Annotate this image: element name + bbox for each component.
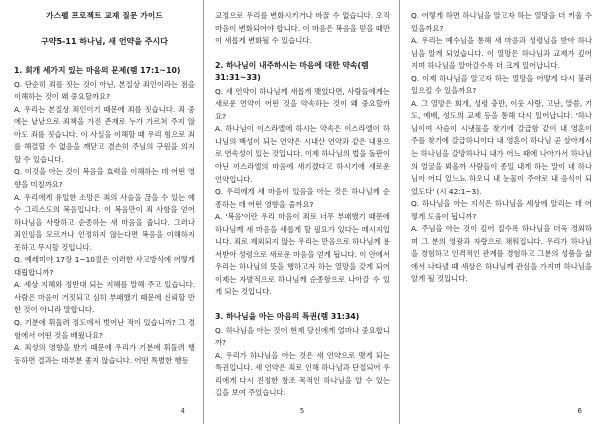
qa-paragraph: Q. 하나님을 아는 지식은 하나님을 세상에 알리는 데 어떻게 도움이 됩니까? [411, 199, 592, 221]
qa-paragraph: Q. 우리에게 새 마음이 있음을 아는 것은 하나님께 순종하는 데 어떤 영향을 줄까요? [215, 187, 390, 209]
qa-paragraph: A. 우리가 하나님을 아는 것은 새 언약으로 맺게 되는 특권입니다. 새 언약은 죄로 인해 하나님과 단절되어 우리에게 다시 진정한 창조 목적인 하나님을 알 수 있는 길을 보여 주었습니다. [215, 350, 390, 398]
qa-paragraph: Q. 새 언약이 하나님께 새롭게 맺었다면, 사람들에게는 새로운 언약이 어떤 것을 약속하는 것이 왜 중요할까요? [215, 86, 390, 121]
qa-paragraph: A. 주님을 아는 것이 깊어 질수록 하나님을 더욱 경외하며 그 분의 영광과 자랑으로 채워집니다. 우리가 하나님을 경험하고 인격적인 관계를 경험하고 그분의 성품을 삶에서 나타낼 때 세상은 하나님께 관심을 가지며 하나님을 알게 될 것입니다. [411, 224, 592, 284]
page-number: 5 [299, 407, 305, 416]
qa-paragraph: A. 우리는 예수님을 통해 새 마음과 성령님을 받아 하나님을 알게 되었습니다. 이 열망은 하나님과 교제가 깊어지며 하나님을 알아갈수록 더 크게 일어납니다. [411, 36, 592, 71]
continued-paragraph: 교정으로 우리를 변화시키거나 바꿀 수 없습니다. 오직 마음이 변화되어야 합니다. 이 마음은 복음을 믿을 때만 이 새롭게 변화될 수 있습니다. [215, 11, 390, 46]
page-4 [0, 0, 203, 424]
qa-paragraph: A. 하나님이 이스라엘에 하시는 약속은 이스라엘이 하나님의 백성이 되는 언약은 시내산 언약과 같은 내용으로 연속성이 있는 것입니다. 이제 하나님의 법을 돌판이 아닌 이스라엘의 마음에 새기겠다고 하시기에 새로운 언약입니다. [215, 124, 390, 184]
qa-paragraph: A. 우리는 본질상 죄인이기 때문에 죄를 짓습니다. 죄 중에는 낱낱으로 죄책을 가진 존재로 누가 가르쳐 주지 않아도 죄를 짓습니다. 이 사실을 이해할 때 우리 힘으로 죄를 해결할 수 없음을 깨닫고 겸손히 주님의 구원을 의지할 수 있습니다. [14, 104, 195, 164]
qa-paragraph: Q. 이제 하나님을 알고자 하는 열망을 어떻게 다시 불러일으킬 수 있을까요? [411, 73, 592, 96]
page-6 [399, 0, 600, 424]
page-number: 4 [180, 407, 185, 416]
qa-paragraph: Q. 어떻게 하면 하나님을 알고자 하는 열망을 더 키울 수 있을까요? [411, 11, 592, 33]
section-heading-3: 3. 하나님을 아는 마음의 특권(렘 31:34) [215, 312, 360, 322]
section-heading-2: 2. 하나님이 내주하시는 마음에 대한 약속(렘 31:31~33) [215, 60, 369, 83]
qa-paragraph: A. 죄성의 영향을 받기 때문에 우리가 기분에 휘둘려 행동하면 결과는 대부분 좋지 않습니다. 어떤 특별한 행동 [14, 343, 195, 365]
qa-paragraph: A. 그 열망은 회개, 성령 충만, 이웃 사랑, 고난, 말씀, 기도, 예배, 성도의 교제 등을 통해 다시 일어납니다. '하나님이여 사슴이 시냇물을 찾기에 갈급함 같이 내 영혼이 주를 찾기에 갈급하니이다 내 영혼이 하나님 곧 살아계시는 하나님을 갈망하나니 내가 어느 때에 나아가서 하나님의 얼굴을 뵈올까 사람들이 종일 내게 하는 말이 네 하나님이 어디 있느뇨 하오니 내 눈물이 주야로 내 음식이 되었도다' (시 42:1~3). [411, 98, 592, 196]
lesson-title: 구약5-11 하나님, 새 언약을 주시다 [41, 36, 168, 46]
qa-paragraph: A. '복음'이란 우리 마음이 죄로 너무 부패했기 때문에 하나님께 새 마음을 새롭게 할 필요가 있다는 메시지입니다. 죄로 제외되지 않는 우리는 만음으로 하나님께 용서받아 성령으로 새로운 마음을 얻게 됩니다. 이 안에서 우리는 하나님의 뜻을 행하고자 하는 열망을 갖게 되어 이제는 자발적으로 하나님께 순종함으로 나아갈 수 있게 되는 것입니다. [215, 212, 390, 297]
section-heading-1: 1. 회개 세가지 있는 마음의 문제(렘 17:1~10) [14, 66, 181, 76]
guide-title: 가스펠 프로젝트 교재 질문 가이드 [46, 11, 163, 20]
page-number: 6 [577, 407, 582, 416]
qa-paragraph: Q. 기분에 휘둘려 정도에서 벗어난 적이 있습니까? 그 경험에서 어떤 것을 배웠나요? [14, 318, 195, 340]
qa-paragraph: Q. 단순히 죄를 짓는 것이 아닌, 본질상 죄인이라는 점을 이해하는 것이 왜 중요할까요? [14, 79, 195, 102]
qa-paragraph: A. 우리에게 유일한 소망은 죄의 사슬을 끊을 수 있는 예수 그리스도의 복음입니다. 이 복음만이 죄 사함을 얻어 하나님을 사랑하고 순종하는 새 마음을 줍니다. 그러나 죄인임을 모르거나 인정하지 않는다면 복음을 이해하지 못하고 무시할 것입니다. [14, 192, 195, 252]
qa-paragraph: Q. 예레미야 17장 1~10절은 이러한 사고방식에 어떻게 대립합니까? [14, 255, 195, 277]
qa-paragraph: A. 세상 지혜와 정반대 되는 지혜를 말해 주고 있습니다. 사람은 마음이 거짓되고 심히 부패했기 때문에 신뢰할 만한 것이 아니라 말합니다. [14, 280, 195, 315]
qa-paragraph: Q. 하나님을 아는 것이 현재 당신에게 얼마나 중요합니까? [215, 325, 390, 348]
page-5 [203, 0, 399, 424]
qa-paragraph: Q. 이것을 아는 것이 복음을 효력을 이해하는 데 어떤 영향을 미칠까요? [14, 167, 195, 190]
